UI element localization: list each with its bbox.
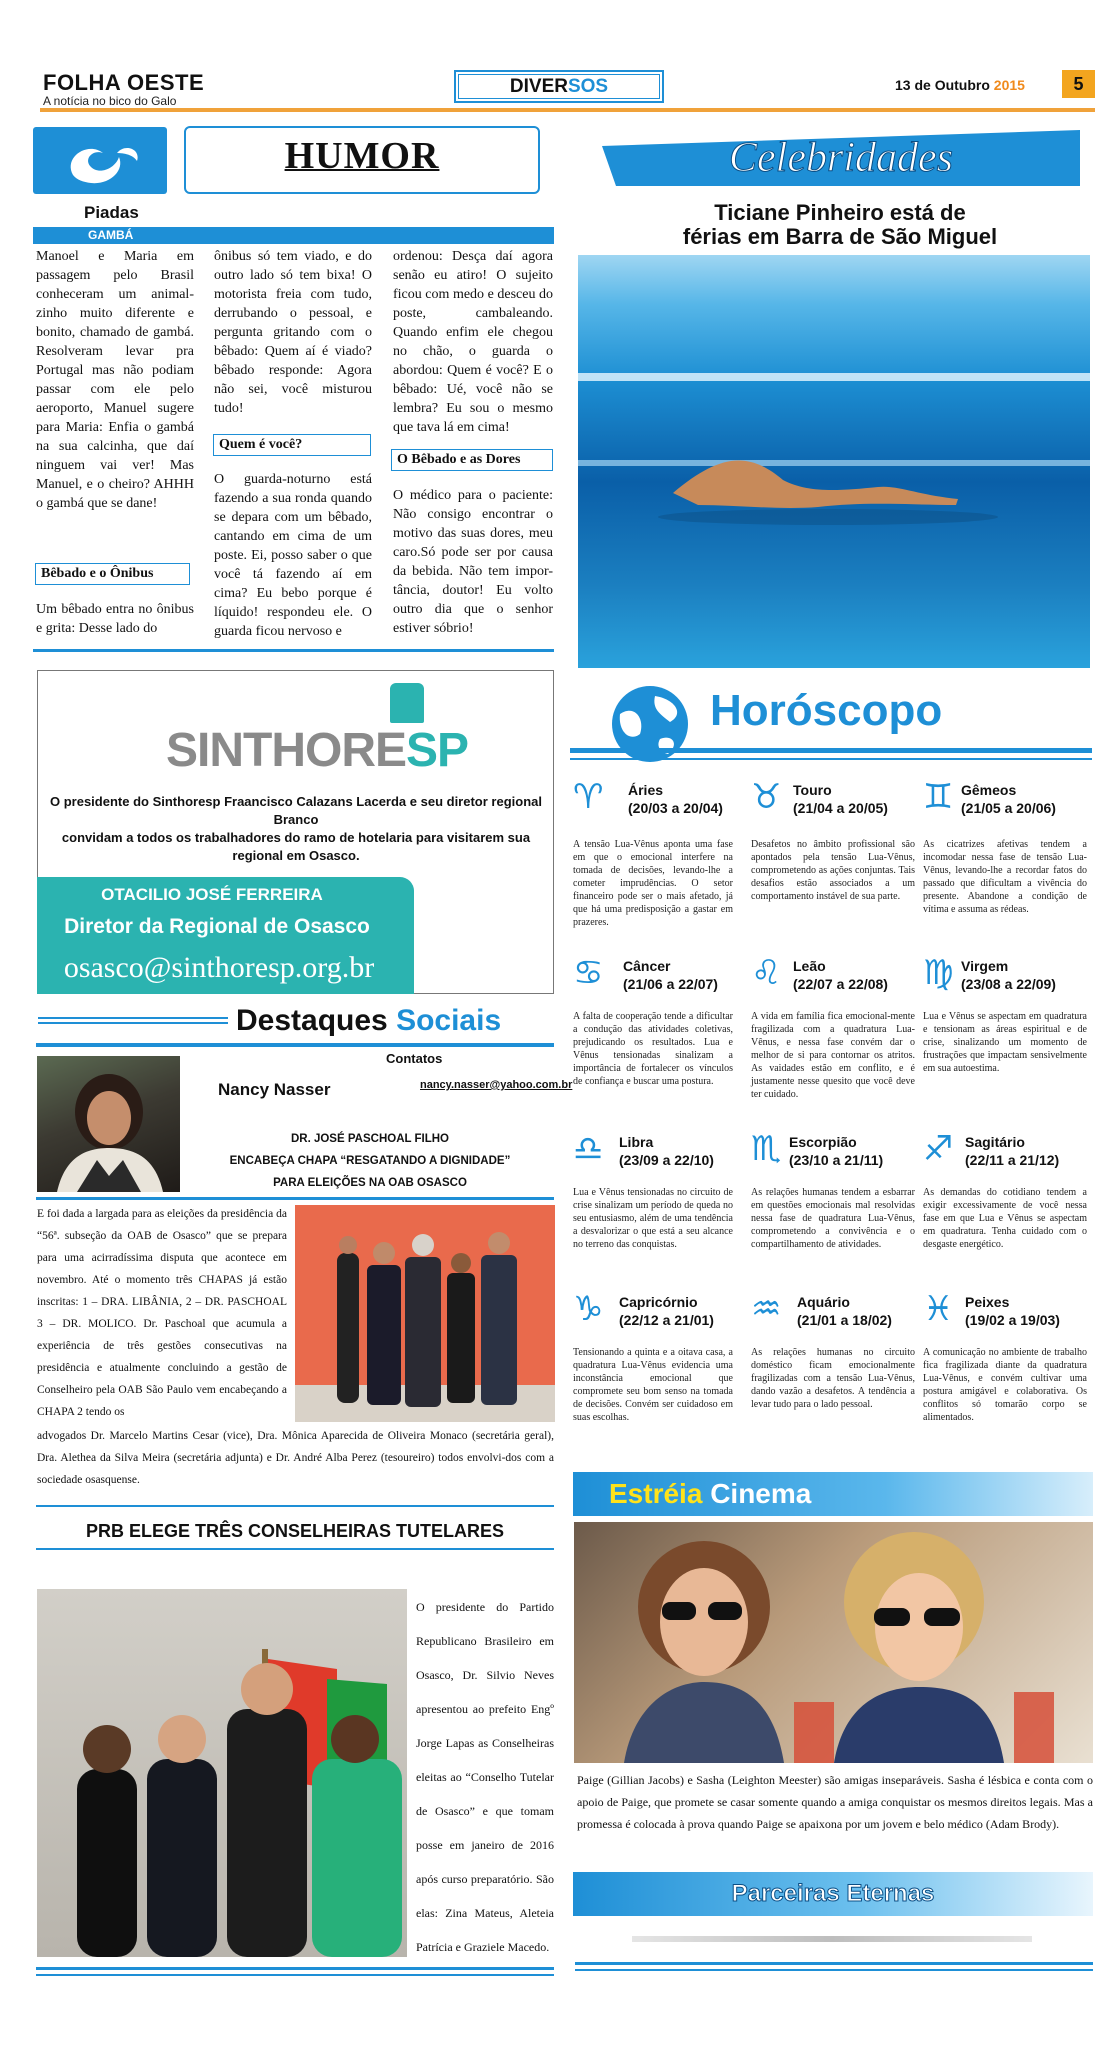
cinema-bottom-rule-2 bbox=[575, 1969, 1093, 1971]
sign-dates: (23/08 a 22/09) bbox=[961, 976, 1056, 992]
sign-dates: (21/04 a 20/05) bbox=[793, 800, 888, 816]
sign-dates: (19/02 a 19/03) bbox=[965, 1312, 1060, 1328]
brand-tagline: A notícia no bico do Galo bbox=[43, 94, 177, 108]
humor-title: HUMOR bbox=[284, 135, 440, 177]
prb-bottom-rule-2 bbox=[36, 1974, 554, 1976]
humor-logo bbox=[33, 127, 167, 194]
sign-dates: (22/07 a 22/08) bbox=[793, 976, 888, 992]
cinema-title bbox=[573, 1472, 1093, 1516]
sign-name: Touro bbox=[793, 782, 832, 798]
sign-dates: (23/10 a 21/11) bbox=[789, 1152, 884, 1168]
aquarius-icon: ♒ bbox=[751, 1289, 782, 1329]
sign-dates: (20/03 a 20/04) bbox=[628, 800, 723, 816]
sign-name: Peixes bbox=[965, 1294, 1010, 1310]
logo-part-a: SINTHORE bbox=[166, 724, 407, 777]
piadas-label: Piadas bbox=[84, 203, 139, 222]
sign-dates: (21/06 a 22/07) bbox=[623, 976, 718, 992]
cinema-title-b: Cinema bbox=[710, 1478, 812, 1509]
horoscopo-rule-1 bbox=[570, 748, 1092, 753]
headline-line-2: férias em Barra de São Miguel bbox=[682, 224, 998, 249]
sign-dates: (21/01 a 18/02) bbox=[797, 1312, 892, 1328]
sinthoresp-text bbox=[46, 793, 546, 865]
aries-icon: ♈ bbox=[573, 777, 604, 817]
subhead-bebado-onibus: Bêbado e o Ônibus bbox=[35, 563, 190, 585]
sign-dates: (22/11 a 21/12) bbox=[965, 1152, 1060, 1168]
joke-quem: O guarda-noturno está fazendo a sua ronda quando se depara com um bêbado, cantando em cima de um poste. Ei, posso saber o que você tá fazendo aí em cima? Eu bebo porque é líquido! respondeu ele. O guarda ficou nervoso e bbox=[214, 472, 372, 638]
humor-col-1 bbox=[36, 247, 194, 519]
cancer-icon: ♋ bbox=[573, 953, 604, 993]
horoscopo-grid bbox=[573, 777, 1093, 1455]
section-name bbox=[458, 74, 660, 99]
prb-title: PRB ELEGE TRÊS CONSELHEIRAS TUTELARES bbox=[85, 1521, 505, 1541]
sign-name: Câncer bbox=[623, 958, 671, 974]
scorpio-icon: ♏ bbox=[751, 1129, 782, 1169]
director-email[interactable]: osasco@sinthoresp.org.br bbox=[63, 951, 375, 984]
sign-text: Lua e Vênus se aspectam em quadratura e tensionam as áreas espiritual e de crise, sinalizando um momento de frustrações que impactam sensivelmente em sua autoestima. bbox=[923, 1011, 1087, 1074]
sinthoresp-text-2: convidam a todos os trabalhadores do ramo de hotelaria para visitarem sua regional em Osasco. bbox=[61, 830, 531, 863]
sign-text: Desafetos no âmbito profissional são apontados pela tensão Lua-Vênus, comprometendo as ações conjuntas. Tais desafios estão associados a um comportamento instável de sua parte. bbox=[751, 839, 915, 902]
oab-group-photo bbox=[295, 1205, 555, 1422]
sign-dates: (21/05 a 20/06) bbox=[961, 800, 1056, 816]
celebridades-title: Celebridades bbox=[729, 135, 953, 181]
subhead-dores: O Bêbado e as Dores bbox=[391, 449, 553, 471]
destaques-title-a: Destaques bbox=[236, 1004, 388, 1037]
destaques-title-b: Sociais bbox=[396, 1004, 502, 1037]
celebridades-banner bbox=[602, 128, 1080, 186]
cinema-photo bbox=[574, 1522, 1093, 1763]
sinthoresp-logo bbox=[166, 723, 468, 778]
brand-name: FOLHA OESTE bbox=[43, 70, 205, 95]
sign-name: Virgem bbox=[961, 958, 1009, 974]
sign-text: Tensionando a quinta e a oitava casa, a quadratura Lua-Vênus evidencia uma inconstância emocional que compromete seu bom senso na tomada de decisões. Convém ser cuidadoso em suas escolhas. bbox=[573, 1347, 733, 1423]
virgo-icon: ♍ bbox=[923, 953, 954, 993]
group-scene bbox=[295, 1205, 555, 1422]
capricorn-icon: ♑ bbox=[573, 1289, 604, 1329]
libra-icon: ♎ bbox=[573, 1129, 604, 1169]
sign-name: Capricórnio bbox=[619, 1294, 698, 1310]
horoscopo-rule-2 bbox=[570, 758, 1092, 760]
prb-text: O presidente do Partido Republicano Brasileiro em Osasco, Dr. Silvio Neves apresentou ao prefeito Engº Jorge Lapas as Conselheiras eleitas ao “Conselho Tutelar de Osasco” e que tomam posse em janeiro de 2016 após curso preparatório. São elas: Zina Mateus, Aleteia Patrícia e Graziele Macedo. bbox=[416, 1600, 554, 1954]
celebridades-headline bbox=[590, 201, 1090, 249]
leo-icon: ♌ bbox=[751, 953, 782, 993]
humor-title-box bbox=[184, 126, 540, 194]
cinema-caption: Paige (Gillian Jacobs) e Sasha (Leighton Meester) são amigas inseparáveis. Sasha é lésbica e conta com o apoio de Paige, que promete se casar somente quando a amiga conquistar os mesmos direitos legais. Mas a promessa é colocada à prova quando Paige se apaixona por um jovem e belo médico (Adam Brody). bbox=[577, 1773, 1093, 1831]
destaques-rule-top bbox=[38, 1017, 228, 1019]
section-box bbox=[454, 70, 664, 103]
sign-dates: (22/12 a 21/01) bbox=[619, 1312, 714, 1328]
sinthoresp-text-1: O presidente do Sinthoresp Fraancisco Calazans Lacerda e seu diretor regional Branco bbox=[50, 794, 542, 827]
sign-text: Lua e Vênus tensionadas no circuito de crise sinalizam um período de queda no seu entusiasmo, além de uma tendência a desvalorizar o que está a seu alcance no terreno das conquistas. bbox=[573, 1187, 733, 1250]
sign-name: Áries bbox=[628, 782, 664, 798]
sign-text: A tensão Lua-Vênus aponta uma fase em que o emocional interfere na tomada de decisões, levando-lhe a cometer imprudências. O setor financeiro pode ser o mais afetado, já que há uma predisposição a gastar em prazeres. bbox=[573, 839, 733, 928]
sign-text: A falta de cooperação tende a dificultar a condução das atividades coletivas, prejudicando os resultados. Lua e Vênus tensionadas sinalizam a importância de fortalecer os vínculos de confiança e buscar uma postura. bbox=[573, 1011, 733, 1087]
sign-text: As cicatrizes afetivas tendem a incomodar nessa fase de tensão Lua-Vênus, levando-lhe a recordar fatos do passado que dificultam a vivência do presente. Abandone a condição de vítima e assuma as rédeas. bbox=[923, 839, 1087, 915]
oab-head-3: PARA ELEIÇÕES NA OAB OSASCO bbox=[273, 1177, 467, 1189]
sign-text: As relações humanas no circuito doméstico ficam emocionalmente fragilizadas com a tensão Lua-Vênus, dando vazão a desafetos. A tendência a levar tudo para o lado pessoal. bbox=[751, 1347, 915, 1410]
sign-name: Gêmeos bbox=[961, 782, 1017, 798]
prb-group-photo bbox=[37, 1589, 407, 1957]
destaques-rule bbox=[36, 1043, 554, 1047]
sign-text: A comunicação no ambiente de trabalho fica fragilizada diante da quadratura Lua-Vênus, e convém cultivar uma postura amigável e colaborativa. Os conflitos só tomarão corpo se alimentados. bbox=[923, 1347, 1087, 1423]
pisces-icon: ♓ bbox=[923, 1289, 954, 1329]
sign-text: As relações humanas tendem a esbarrar em questões emocionais mal resolvidas nessa fase de quadratura Lua-Vênus, comprometendo a convivência e o compartilhamento de atividades. bbox=[751, 1187, 915, 1250]
masthead bbox=[40, 70, 1095, 120]
joke-onibus-end: ônibus só tem viado, e do outro lado só tem bixa! O motorista freia com tudo, derrubando o pessoal, e pergunta gritando com o bêbado: Quem aí é viado? bêbado responde: Agora não sei, você misturou tudo! bbox=[214, 249, 372, 416]
headline-line-1: Ticiane Pinheiro está de bbox=[714, 200, 966, 225]
oab-rule bbox=[36, 1197, 554, 1200]
oab-head-2: ENCABEÇA CHAPA “RESGATANDO A DIGNIDADE” bbox=[229, 1155, 511, 1167]
sign-name: Aquário bbox=[797, 1294, 850, 1310]
gamba-bar bbox=[33, 227, 554, 244]
section-name-b: SOS bbox=[567, 76, 609, 97]
oab-headline bbox=[190, 1128, 550, 1194]
contatos-label: Contatos bbox=[386, 1051, 443, 1066]
sign-text: A vida em família fica emocional-mente fragilizada com a quadratura Lua-Vênus, e nessa fase convém dar o melhor de si para contornar os atritos. As vaidades estão em conflito, e é justamente nesse quesito que você deve ter cuidado. bbox=[751, 1011, 915, 1100]
gamba-label: GAMBÁ bbox=[88, 228, 134, 242]
sign-name: Leão bbox=[793, 958, 826, 974]
issue-date bbox=[895, 77, 1025, 93]
prb-rule-top bbox=[36, 1505, 554, 1507]
director-card bbox=[37, 877, 414, 994]
taurus-icon: ♉ bbox=[751, 777, 782, 817]
issue-date-year: 2015 bbox=[993, 77, 1025, 93]
movie-title: Parceiras Eternas bbox=[731, 1880, 935, 1907]
sign-dates: (23/09 a 22/10) bbox=[619, 1152, 714, 1168]
sign-name: Sagitário bbox=[965, 1134, 1025, 1150]
movie-title-bar bbox=[573, 1872, 1093, 1916]
joke-onibus-start: Um bêbado entra no ônibus e grita: Desse lado do bbox=[36, 602, 194, 636]
columnist-email[interactable]: nancy.nasser@yahoo.com.br bbox=[420, 1079, 573, 1091]
house-icon bbox=[390, 683, 424, 723]
columnist-name: Nancy Nasser bbox=[218, 1080, 331, 1099]
prb-scene bbox=[37, 1589, 407, 1957]
joke-dores: O médico para o paciente: Não consigo encontrar o motivo das suas dores, meu caro.Só pode ser por causa da bebida. Não tem impor-tância, doutor! Eu volto outro dia que o senhor estiver sóbrio! bbox=[393, 488, 553, 636]
prb-rule bbox=[36, 1548, 554, 1550]
sign-text: As demandas do cotidiano tendem a exigir excessivamente de você nessa fase em que Lua e Vênus se aspectam em quadratura. Tenha cuidado com o desgaste energético. bbox=[923, 1187, 1087, 1250]
page-number: 5 bbox=[1062, 70, 1095, 98]
section-name-a: DIVER bbox=[509, 76, 568, 97]
cinema-banner bbox=[573, 1472, 1093, 1516]
sagittarius-icon: ♐ bbox=[923, 1129, 954, 1169]
wave-logo-icon bbox=[33, 127, 167, 194]
humor-bottom-rule bbox=[33, 649, 554, 652]
gemini-icon: ♊ bbox=[923, 777, 954, 817]
subhead-quem: Quem é você? bbox=[213, 434, 371, 456]
celebrity-beach-photo bbox=[578, 255, 1090, 668]
oab-body-full: advogados Dr. Marcelo Martins Cesar (vice), Dra. Mônica Aparecida de Oliveira Monaco (secretária geral), Dra. Alethea da Silva Meira (secretária adjunta) e Dr. André Alba Perez (tesoureiro) todos envolvi-dos com a sociedade osasquense. bbox=[37, 1430, 554, 1486]
destaques-title bbox=[236, 1004, 501, 1038]
prb-bottom-rule bbox=[36, 1967, 554, 1970]
sign-name: Libra bbox=[619, 1134, 654, 1150]
joke-quem-end: ordenou: Desça daí agora senão eu atiro! O sujeito ficou com medo e desceu do poste, cambaleando. Quando enfim ele chegou no chão, o guarda o abordou: Quem é você? E o bêbado: Ué, você não se lembra? Eu sou o mesmo que tava lá em cima! bbox=[393, 249, 553, 435]
logo-part-b: SP bbox=[406, 724, 469, 777]
cinema-bottom-rule bbox=[575, 1962, 1093, 1965]
director-role: Diretor da Regional de Osasco bbox=[64, 915, 370, 938]
joke-gamba: Manoel e Maria em passagem pelo Brasil conheceram um animal-zinho muito diferente e bonito, chamado de gambá. Resolveram levar pra Portugal mas não podiam passar com ele pelo aeroporto, Manuel sugere para Maria: Enfia o gambá na sua calcinha, que daí ninguem vai ver! Mas Manuel, e o cheiro? AHHH o gambá que se dane! bbox=[36, 249, 194, 511]
sinthoresp-ad bbox=[37, 670, 554, 994]
cinema-scene bbox=[574, 1522, 1093, 1763]
horoscopo-title: Horóscopo bbox=[710, 686, 943, 735]
portrait bbox=[37, 1056, 180, 1192]
destaques-rule-top-2 bbox=[38, 1022, 228, 1024]
cinema-title-a: Estréia bbox=[609, 1478, 703, 1509]
oab-head-1: DR. JOSÉ PASCHOAL FILHO bbox=[290, 1133, 450, 1145]
sign-name: Escorpião bbox=[789, 1134, 857, 1150]
nancy-photo bbox=[37, 1056, 180, 1192]
oab-body-left: E foi dada a largada para as eleições da presidência da “56ª. subseção da OAB de Osasco” que se prepara para uma acirradíssima disputa que acontece em novembro. Até o momento três CHAPAS já estão inscritas: 1 – DRA. LIBÂNIA, 2 – DR. PASCHOAL 3 – DR. MOLICO. Dr. Paschoal que acumula a experiência de três gestões consecutivas na presidência e atualmente concluindo a gestão de Conselheiro pela OAB São Paulo vem encabeçando a CHAPA 2 tendo os bbox=[37, 1208, 287, 1418]
header-rule bbox=[40, 108, 1095, 112]
issue-date-day: 13 de Outubro bbox=[895, 77, 990, 93]
director-name: OTACILIO JOSÉ FERREIRA bbox=[101, 885, 323, 904]
cinema-bottom-gray bbox=[632, 1936, 1032, 1942]
beach-scene bbox=[578, 255, 1090, 668]
